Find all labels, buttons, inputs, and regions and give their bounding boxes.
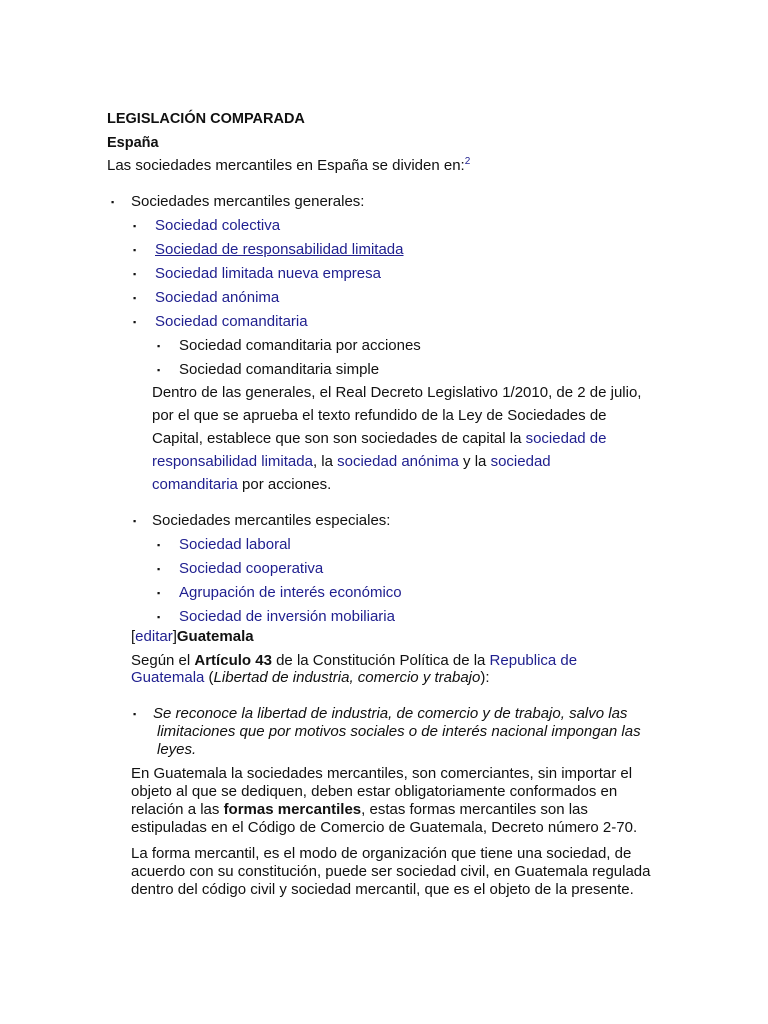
general-paragraph-line — [152, 476, 331, 494]
para1-line: objeto al que se dediquen, deben estar obligatoriamente conformados en — [131, 783, 618, 800]
guatemala-intro-line — [131, 652, 577, 670]
paragraph-text: , la — [312, 453, 338, 470]
subitem-comanditaria-acciones: Sociedad comanditaria por acciones — [179, 337, 421, 354]
link-republica-de[interactable]: Republica de — [489, 652, 578, 669]
para2-line: acuerdo con su constitución, puede ser sociedad civil, en Guatemala regulada — [131, 863, 651, 880]
spain-intro-text: Las sociedades mercantiles en España se dividen en: — [107, 157, 465, 174]
general-paragraph-line: por el que se aprueba el texto refundido de la Ley de Sociedades de — [152, 407, 607, 424]
intro-article: Artículo 43 — [194, 652, 272, 669]
general-paragraph-line: Dentro de las generales, el Real Decreto Legislativo 1/2010, de 2 de julio, — [152, 384, 642, 401]
edit-bracket-close: ] — [172, 628, 177, 645]
para2-line: dentro del código civil y sociedad mercantil, que es el objeto de la presente. — [131, 881, 634, 898]
intro-text: ( — [204, 669, 214, 686]
para1-text: relación a las — [131, 801, 224, 818]
bullet-icon: ▪ — [111, 197, 115, 207]
link-sociedad-inversion-mobiliaria[interactable]: Sociedad de inversión mobiliaria — [179, 608, 395, 625]
link-responsabilidad-limitada[interactable]: responsabilidad limitada — [152, 453, 313, 470]
para1-line: En Guatemala la sociedades mercantiles, son comerciantes, sin importar el — [131, 765, 633, 782]
bullet-icon: ▪ — [157, 540, 161, 550]
intro-text: Según el — [131, 652, 195, 669]
edit-bracket-open: [ — [131, 628, 136, 645]
bullet-icon: ▪ — [157, 365, 161, 375]
bullet-icon: ▪ — [157, 612, 161, 622]
guatemala-header — [131, 628, 254, 646]
bullet-icon: ▪ — [133, 516, 137, 526]
para2-line: La forma mercantil, es el modo de organización que tiene una sociedad, de — [131, 845, 632, 862]
intro-text: de la Constitución Política de la — [271, 652, 490, 669]
paragraph-text: por acciones. — [237, 476, 332, 493]
bullet-icon: ▪ — [157, 564, 161, 574]
bullet-icon: ▪ — [133, 293, 137, 303]
link-sociedad-inline[interactable]: sociedad — [490, 453, 551, 470]
link-sociedad-colectiva[interactable]: Sociedad colectiva — [155, 217, 281, 234]
link-sociedad-responsabilidad-limitada[interactable]: Sociedad de responsabilidad limitada — [155, 241, 404, 258]
link-sociedad-limitada-nueva-empresa[interactable]: Sociedad limitada nueva empresa — [155, 265, 381, 282]
para1-line: estipuladas en el Código de Comercio de Guatemala, Decreto número 2-70. — [131, 819, 638, 836]
para1-line — [131, 801, 588, 819]
link-sociedad-de[interactable]: sociedad de — [525, 430, 607, 447]
link-sociedad-laboral[interactable]: Sociedad laboral — [179, 536, 291, 553]
spain-intro — [107, 157, 470, 175]
bullet-icon: ▪ — [133, 317, 137, 327]
bullet-icon: ▪ — [133, 709, 137, 719]
bullet-icon: ▪ — [133, 221, 137, 231]
quote-line: limitaciones que por motivos sociales o de interés nacional impongan las — [157, 723, 641, 740]
link-sociedad-cooperativa[interactable]: Sociedad cooperativa — [179, 560, 324, 577]
paragraph-text: y la — [458, 453, 491, 470]
bullet-icon: ▪ — [157, 588, 161, 598]
section-heading: LEGISLACIÓN COMPARADA — [107, 111, 305, 127]
intro-text: ): — [480, 669, 490, 686]
guatemala-title: Guatemala — [176, 628, 254, 645]
quote-line: Se reconoce la libertad de industria, de comercio y de trabajo, salvo las — [153, 705, 628, 722]
guatemala-intro-line — [131, 669, 490, 687]
para1-text: , estas formas mercantiles son las — [361, 801, 588, 818]
general-paragraph-line — [152, 453, 551, 471]
intro-italic: Libertad de industria, comercio y trabajo — [213, 669, 481, 686]
para1-bold: formas mercantiles — [223, 801, 362, 818]
bullet-icon: ▪ — [133, 269, 137, 279]
spain-title: España — [107, 135, 159, 151]
subitem-comanditaria-simple: Sociedad comanditaria simple — [179, 361, 380, 378]
paragraph-text: Capital, establece que son son sociedades de capital la — [152, 430, 526, 447]
special-label: Sociedades mercantiles especiales: — [152, 512, 391, 529]
link-comanditaria-inline[interactable]: comanditaria — [152, 476, 238, 493]
link-sociedad-anonima[interactable]: Sociedad anónima — [155, 289, 280, 306]
edit-link[interactable]: editar — [135, 628, 173, 645]
link-sociedad-anonima-inline[interactable]: sociedad anónima — [337, 453, 459, 470]
bullet-icon: ▪ — [157, 341, 161, 351]
general-label: Sociedades mercantiles generales: — [131, 193, 365, 210]
footnote-ref-link[interactable]: 2 — [464, 156, 471, 167]
link-sociedad-comanditaria[interactable]: Sociedad comanditaria — [155, 313, 308, 330]
link-agrupacion-interes-economico[interactable]: Agrupación de interés económico — [179, 584, 402, 601]
general-paragraph-line — [152, 430, 607, 448]
link-guatemala[interactable]: Guatemala — [131, 669, 205, 686]
bullet-icon: ▪ — [133, 245, 137, 255]
quote-line: leyes. — [157, 741, 197, 758]
